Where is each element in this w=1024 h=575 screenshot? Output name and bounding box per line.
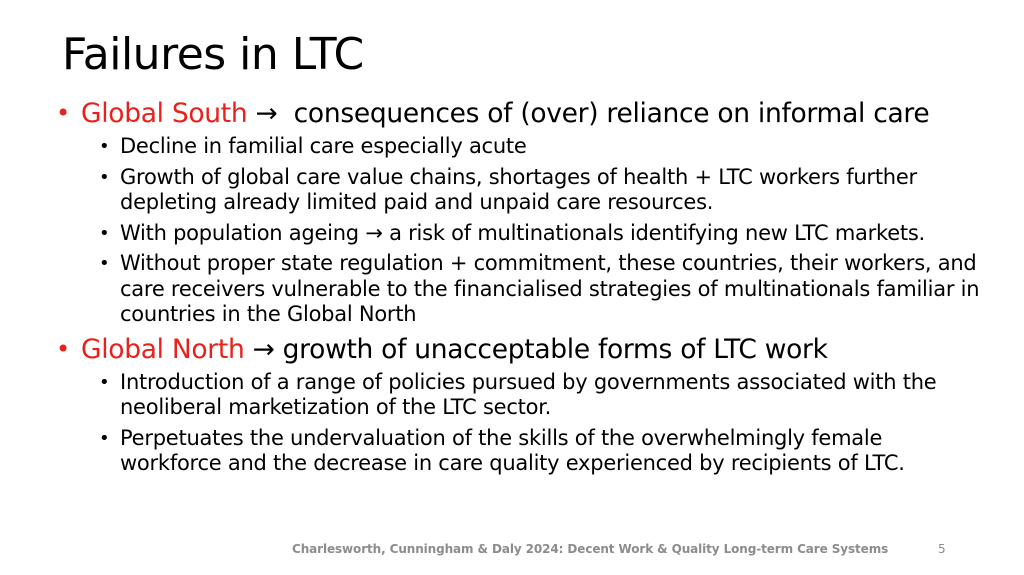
- bullet-level2: [56, 251, 986, 328]
- bullet-text: Without proper state regulation + commitment, these countries, their workers, and care receivers vulnerable to the financialised strategies of multinationals familiar in countries in the Global North: [120, 251, 980, 326]
- bullet-text: Decline in familial care especially acute: [120, 134, 527, 158]
- bullet-text: Introduction of a range of policies pursued by governments associated with the neoliberal marketization of the LTC sector.: [120, 369, 937, 419]
- section-global-south: [56, 98, 986, 328]
- bullet-dot-icon: •: [99, 222, 110, 244]
- bullet-text-pre: With population ageing: [120, 220, 359, 245]
- arrow-icon: →: [252, 333, 275, 365]
- bullet-level2: [56, 426, 986, 477]
- section-heading: Global North: [81, 333, 245, 365]
- bullet-dot-icon: •: [99, 166, 110, 188]
- bullet-dot-icon: •: [56, 334, 70, 363]
- bullet-dot-icon: •: [99, 371, 110, 393]
- slide-body: [56, 98, 986, 477]
- bullet-dot-icon: •: [99, 136, 110, 157]
- bullet-level1: [56, 334, 986, 365]
- section-text: growth of unacceptable forms of LTC work: [282, 333, 828, 365]
- bullet-level2: [56, 165, 986, 216]
- bullet-level2: [56, 134, 986, 160]
- bullet-dot-icon: •: [99, 427, 110, 449]
- page-number: 5: [938, 542, 946, 556]
- bullet-level2: [56, 221, 986, 247]
- bullet-level1: [56, 98, 986, 129]
- arrow-icon: →: [365, 220, 383, 245]
- bullet-text-post: a risk of multinationals identifying new LTC markets.: [389, 220, 925, 245]
- arrow-icon: →: [255, 98, 278, 129]
- bullet-text: Perpetuates the undervaluation of the skills of the overwhelmingly female workforce and the decrease in care quality experienced by recipients of LTC.: [120, 425, 905, 475]
- bullet-level2: [56, 370, 986, 421]
- bullet-text: Growth of global care value chains, shortages of health + LTC workers further depleting already limited paid and unpaid care resources.: [120, 164, 917, 214]
- bullet-dot-icon: •: [56, 99, 70, 127]
- footer-citation: Charlesworth, Cunningham & Daly 2024: Decent Work & Quality Long-term Care Systems: [292, 542, 889, 556]
- slide-title: Failures in LTC: [62, 29, 364, 80]
- bullet-dot-icon: •: [99, 253, 110, 274]
- section-heading: Global South: [81, 98, 248, 129]
- section-global-north: [56, 334, 986, 477]
- section-text: consequences of (over) reliance on informal care: [293, 98, 930, 129]
